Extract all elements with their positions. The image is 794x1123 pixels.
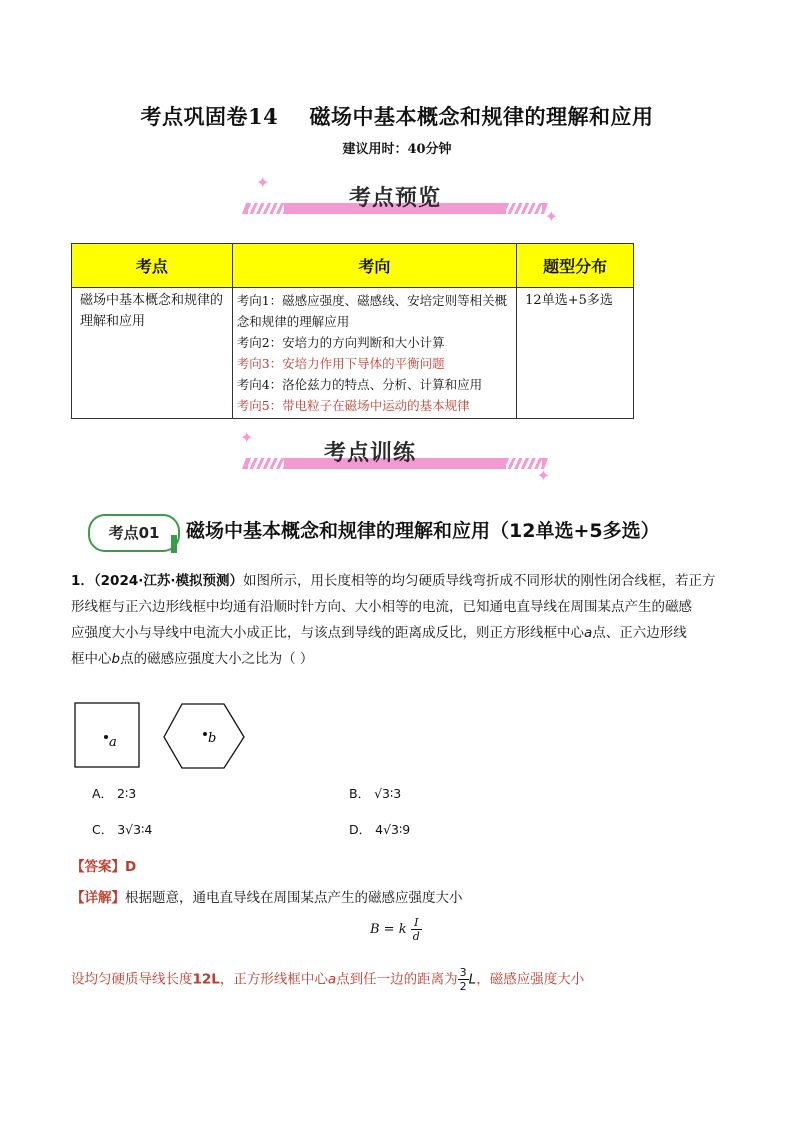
question-text: 点、正六边形线 bbox=[592, 625, 687, 641]
point-a: a bbox=[584, 625, 593, 641]
table-header-topic: 考点 bbox=[72, 244, 233, 288]
detail-continued: 设均匀硬质导线长度12L，正方形线框中心a点到任一边的距离为 $\frac{3}{2}$ L，磁感应强度大小 bbox=[71, 966, 585, 993]
overview-banner bbox=[230, 173, 560, 226]
question-text: 点的磁感应强度大小之比为（ ） bbox=[120, 651, 314, 667]
direction-item: 考向2：安培力的方向判断和大小计算 bbox=[236, 335, 445, 350]
option-a[interactable]: A． 2∶3 bbox=[92, 786, 137, 801]
figure-label-a: a bbox=[109, 735, 117, 750]
detail: 【详解】根据题意，通电直导线在周围某点产生的磁感应强度大小 bbox=[71, 890, 463, 906]
table-cell-directions bbox=[232, 288, 516, 419]
question-number: 1． bbox=[71, 573, 94, 589]
sparkle-icon: ✦ bbox=[544, 207, 558, 226]
table-cell-distribution: 12单选+5多选 bbox=[517, 288, 634, 419]
option-d[interactable]: D． 4√3∶9 bbox=[349, 822, 411, 837]
center-dot-a bbox=[104, 735, 108, 739]
hexagon-frame bbox=[164, 704, 244, 768]
question-text: 应强度大小与导线中电流大小成正比，与该点到导线的距离成反比，则正方形线框中心 bbox=[71, 625, 584, 641]
answer: 【答案】D bbox=[71, 859, 137, 875]
section-title: 磁场中基本概念和规律的理解和应用（12单选+5多选） bbox=[186, 520, 660, 542]
question-text: 框中心 bbox=[71, 651, 112, 667]
option-c[interactable]: C． 3√3∶4 bbox=[92, 822, 153, 837]
table-cell-topic: 磁场中基本概念和规律的理解和应用 bbox=[72, 288, 233, 419]
overview-banner-label: 考点预览 bbox=[348, 186, 441, 211]
center-dot-b bbox=[203, 732, 207, 736]
section-tag: 考点01 bbox=[88, 514, 180, 552]
training-banner-label: 考点训练 bbox=[323, 441, 416, 466]
sparkle-icon: ✦ bbox=[256, 173, 270, 192]
direction-item-highlight: 考向5：带电粒子在磁场中运动的基本规律 bbox=[236, 398, 470, 413]
question-text: 如图所示，用长度相等的均匀硬质导线弯折成不同形状的刚性闭合线框，若正方 bbox=[243, 573, 716, 589]
square-frame bbox=[75, 703, 139, 767]
page-title: 考点巩固卷14 磁场中基本概念和规律的理解和应用 bbox=[140, 104, 654, 129]
training-banner bbox=[230, 428, 560, 485]
direction-item-highlight: 考向3：安培力作用下导体的平衡问题 bbox=[236, 356, 445, 371]
direction-item: 考向4：洛伦兹力的特点、分析、计算和应用 bbox=[236, 377, 483, 392]
overview-table bbox=[71, 243, 634, 419]
point-b: b bbox=[111, 651, 121, 667]
option-b[interactable]: B． √3∶3 bbox=[349, 786, 402, 801]
table-header-direction: 考向 bbox=[232, 244, 516, 288]
question-source: （2024·江苏·模拟预测） bbox=[93, 573, 243, 589]
direction-item: 考向1：磁感应强度、磁感线、安培定则等相关概念和规律的理解应用 bbox=[236, 293, 508, 329]
table-header-distribution: 题型分布 bbox=[517, 244, 634, 288]
sparkle-icon: ✦ bbox=[536, 466, 550, 485]
tag-flag-icon bbox=[171, 535, 177, 553]
figure-label-b: b bbox=[208, 731, 217, 746]
formula: B = k $\frac{I}{d}$ bbox=[370, 916, 420, 943]
sparkle-icon: ✦ bbox=[240, 428, 254, 447]
suggested-time: 建议用时：40分钟 bbox=[342, 142, 452, 157]
question-text: 形线框与正六边形线框中均通有沿顺时针方向、大小相等的电流，已知通电直导线在周围某点产生的磁感 bbox=[71, 599, 692, 615]
question-1 bbox=[71, 568, 723, 672]
figure-frames bbox=[74, 702, 254, 770]
